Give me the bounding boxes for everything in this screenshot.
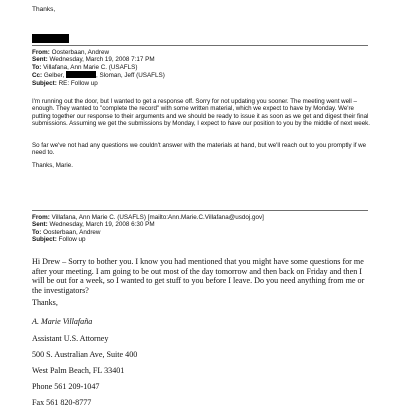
to-line: To: Villafana, Ann Marie C. (USAFLS) [32,63,138,71]
email2-closing: Thanks, [32,298,58,307]
from-line: From: Oosterbaan, Andrew [32,49,110,56]
signature-address: 500 S. Australian Ave, Suite 400 [32,350,138,359]
email1-body-paragraph-1: I'm running out the door, but I wanted to get a response off. Sorry for not updating you sooner. The meeting went well – enough. They wanted to "complete the record" with some written material, which we expect to have by Monday. We're putting together our response to their arguments and we should be ready to issue it as soon as we get and digest their final submissions. Assuming we get the submissions by Monday, I expect to have our position to you by the middle of next week. [32,98,370,127]
redaction-inline [66,71,96,78]
signature-title: Assistant U.S. Attorney [32,334,109,343]
subject-line: Subject: RE: Follow up [32,79,98,87]
email-separator-rule [32,210,368,211]
signature-phone: Phone 561 209-1047 [32,382,100,391]
email1-body-paragraph-2: So far we've not had any questions we couldn't answer with the materials at hand, but we'll reach out to you promptly if we need to. [32,142,367,157]
email-header-2 [32,214,372,244]
redaction-block [32,34,69,43]
email-header-1 [32,49,372,87]
email2-body: Hi Drew – Sorry to bother you. I know you had mentioned that you might have some questions for me after your meeting. I am going to be out most of the day tomorrow and then back on Friday and then I will be out for a week, so I wanted to get stuff to you before I leave. Do you need anything from me or the investigators? [32,257,365,295]
sent-line: Sent: Wednesday, March 19, 2008 7:17 PM [32,56,155,64]
sent-line: Sent: Wednesday, March 19, 2008 6:30 PM [32,221,155,229]
email1-closing: Thanks, Marie. [32,162,73,169]
top-closing: Thanks, [32,6,56,13]
cc-line: Cc: Gelber, , Sloman, Jeff (USAFLS) [32,72,165,80]
signature-fax: Fax 561 820-8777 [32,398,92,407]
from-line: From: Villafana, Ann Marie C. (USAFLS) [mailto:Ann.Marie.C.Villafana@usdoj.gov] [32,214,264,221]
email-separator-rule [32,45,368,46]
signature-city: West Palm Beach, FL 33401 [32,366,125,375]
to-line: To: Oosterbaan, Andrew [32,228,101,236]
subject-line: Subject: Follow up [32,236,86,244]
signature-name: A. Marie Villafaña [32,317,93,326]
